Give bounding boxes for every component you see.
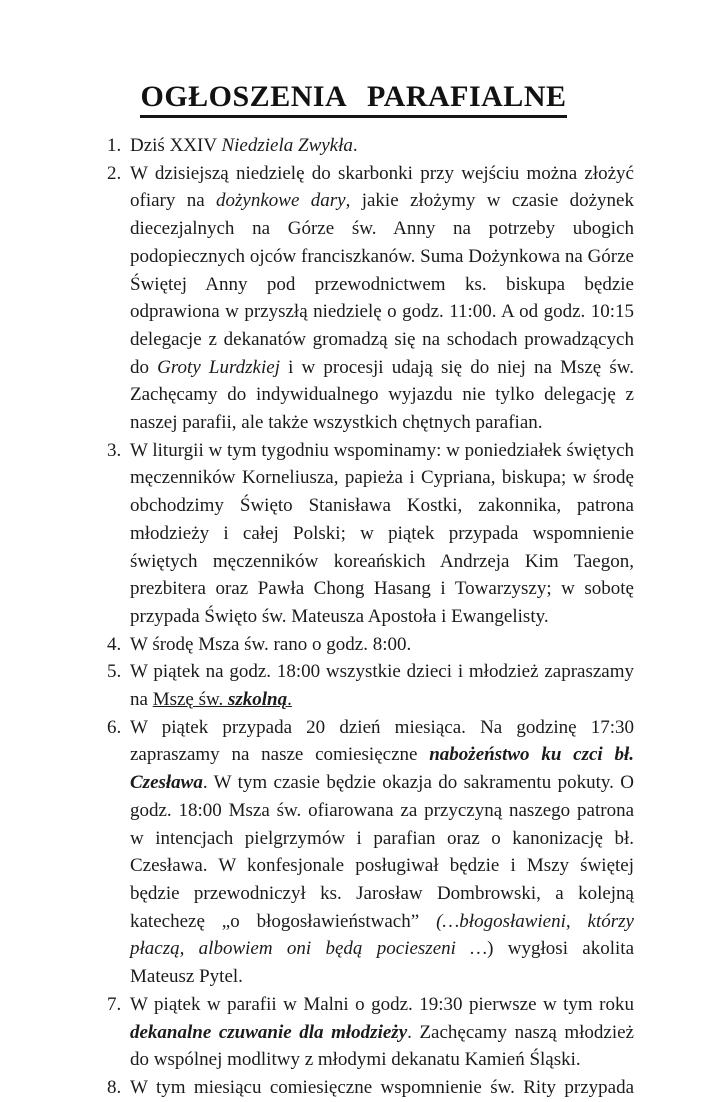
text-run: dekanalne czuwanie dla młodzieży: [130, 1021, 408, 1043]
item-number: 8.: [107, 1076, 122, 1098]
announcement-item: [107, 160, 634, 437]
text-run: Niedziela Zwykła: [221, 135, 353, 156]
text-run: . W tym czasie będzie okazja do sakramentu pokuty. O godz. 18:00 Msza św. ofiarowana za przyczyną naszego patrona w intencjach pielgrzymów i parafian oraz o kanonizację bł. Czesława. W konfesjonale posługiwał będzie i Mszy świętej będzie przewodniczył ks. Jarosław Dombrowski, a kolejną katechezę „o błogosławieństwach”: [130, 772, 634, 932]
announcement-item: [107, 631, 634, 659]
text-run: . Zachęcamy naszą młodzież do wspólnej modlitwy z młodymi dekanatu Kamień Śląski.: [130, 1021, 634, 1071]
text-run: (…błogosławieni, którzy płaczą, albowiem oni będą pocieszeni …: [130, 910, 634, 960]
text-run: W środę Msza św. rano o godz. 8:00.: [130, 633, 412, 655]
page-title: [73, 80, 634, 118]
announcements-list: [107, 132, 634, 1102]
item-number: 5.: [107, 661, 122, 683]
text-run: nabożeństwo ku czci bł. Czesława: [130, 744, 634, 794]
text-run: W liturgii w tym tygodniu wspominamy: w poniedziałek świętych męczenników Korneliusza, papieża i Cypriana, biskupa; w środę obchodzimy Święto Stanisława Kostki, zakonnika, patrona młodzieży i całej Polski; w piątek przypada wspomnienie świętych męczenników koreańskich Andrzeja Kim Taegon, prezbitera oraz Pawła Chong Hasang i Towarzyszy; w sobotę przypada Święto św. Mateusza Apostoła i Ewangelisty.: [130, 439, 634, 627]
announcement-item: [107, 1074, 634, 1102]
text-run: Dziś XXIV: [130, 135, 222, 156]
text-run: Groty Lurdzkiej: [157, 356, 280, 378]
announcement-item: [107, 991, 634, 1074]
text-run: ) wygłosi akolita Mateusz Pytel.: [130, 938, 634, 988]
item-number: 7.: [107, 993, 122, 1015]
announcement-item: [107, 714, 634, 991]
text-run: W piątek przypada 20 dzień miesiąca. Na godzinę 17:30 zapraszamy na nasze comiesięczne: [130, 716, 634, 766]
text-run: W piątek w parafii w Malni o godz. 19:30 pierwsze w tym roku: [130, 993, 634, 1015]
text-run: dożynkowe dary: [216, 190, 346, 212]
item-number: 6.: [107, 716, 122, 738]
text-run: W tym miesiącu comiesięczne wspomnienie św. Rity przypada: [130, 1076, 634, 1098]
text-run: .: [352, 135, 358, 156]
announcement-item: [107, 132, 634, 160]
text-run: szkolną: [227, 689, 288, 711]
text-run: W dzisiejszą niedzielę do skarbonki przy wejściu można złożyć ofiary na: [130, 162, 634, 212]
text-run: i w procesji udają się do niej na Mszę św. Zachęcamy do indywidualnego wyjazdu nie tylko delegację z naszej parafii, ale także wszystkich chętnych parafian.: [130, 356, 634, 434]
item-number: 2.: [107, 162, 122, 184]
announcement-item: [107, 437, 634, 631]
announcement-item: [107, 658, 634, 713]
text-run: , jakie złożymy w czasie dożynek diecezjalnych na Górze św. Anny na potrzeby ubogich podopiecznych ojców franciszkanów. Suma Dożynkowa na Górze Świętej Anny pod przewodnictwem ks. biskupa będzie odprawiona w przyszłą niedzielę o godz. 11:00. A od godz. 10:15 delegacje z dekanatów gromadzą się na schodach prowadzących do: [130, 190, 634, 378]
page-title-text: OGŁOSZENIA PARAFIALNE: [140, 80, 566, 118]
text-run: .: [287, 689, 292, 711]
text-run: Mszę św.: [152, 689, 228, 711]
item-number: 4.: [107, 633, 122, 655]
text-run: W piątek na godz. 18:00 wszystkie dzieci i młodzież zapraszamy na: [130, 661, 634, 711]
item-number: 3.: [107, 439, 122, 461]
item-number: 1.: [107, 135, 122, 156]
